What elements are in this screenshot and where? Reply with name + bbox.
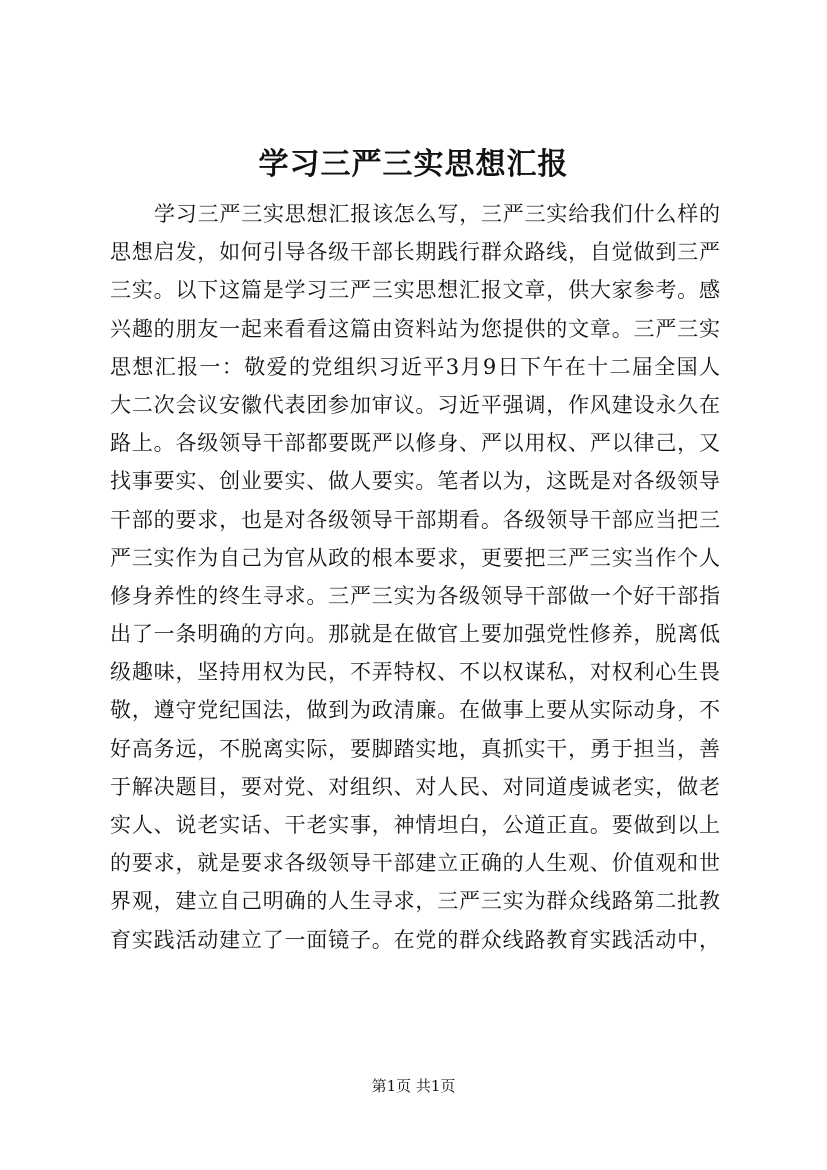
paragraph-line: 好高务远，不脱离实际，要脚踏实地，真抓实干，勇于担当，善 xyxy=(110,736,720,761)
document-body xyxy=(110,195,720,959)
paragraph-line: 找事要实、创业要实、做人要实。笔者以为，这既是对各级领导 xyxy=(110,469,720,494)
paragraph-line: 修身养性的终生寻求。三严三实为各级领导干部做一个好干部指 xyxy=(110,583,720,608)
paragraph-line: 育实践活动建立了一面镜子。在党的群众线路教育实践活动中， xyxy=(110,927,720,952)
paragraph-line: 于解决题目，要对党、对组织、对人民、对同道虔诚老实，做老 xyxy=(110,774,720,799)
paragraph-line: 兴趣的朋友一起来看看这篇由资料站为您提供的文章。三严三实 xyxy=(110,316,720,341)
paragraph-line: 思想启发，如何引导各级干部长期践行群众路线，自觉做到三严 xyxy=(110,240,720,265)
page-footer xyxy=(0,1076,827,1096)
paragraph-line: 思想汇报一：敬爱的党组织习近平3月9日下午在十二届全国人 xyxy=(110,354,720,379)
page-number-label: 第1页 共1页 xyxy=(371,1077,456,1095)
paragraph-line: 出了一条明确的方向。那就是在做官上要加强党性修养，脱离低 xyxy=(110,622,720,647)
paragraph-line: 实人、说老实话、干老实事，神情坦白，公道正直。要做到以上 xyxy=(110,813,720,837)
paragraph-line: 严三实作为自己为官从政的根本要求，更要把三严三实当作个人 xyxy=(110,545,720,570)
paragraph-line: 学习三严三实思想汇报该怎么写，三严三实给我们什么样的 xyxy=(154,202,720,226)
paragraph-line: 敬，遵守党纪国法，做到为政清廉。在做事上要从实际动身，不 xyxy=(110,698,720,723)
paragraph-line: 干部的要求，也是对各级领导干部期看。各级领导干部应当把三 xyxy=(110,507,720,532)
document-title: 学习三严三实思想汇报 xyxy=(258,147,569,182)
paragraph-line: 界观，建立自己明确的人生寻求，三严三实为群众线路第二批教 xyxy=(110,889,720,914)
paragraph-line: 的要求，就是要求各级领导干部建立正确的人生观、价值观和世 xyxy=(110,851,720,876)
paragraph-line: 路上。各级领导干部都要既严以修身、严以用权、严以律己，又 xyxy=(110,431,720,456)
paragraph-line: 三实。以下这篇是学习三严三实思想汇报文章，供大家参考。感 xyxy=(110,278,720,303)
paragraph-line: 级趣味，坚持用权为民，不弄特权、不以权谋私，对权利心生畏 xyxy=(110,660,720,685)
paragraph-line: 大二次会议安徽代表团参加审议。习近平强调，作风建设永久在 xyxy=(110,392,720,417)
